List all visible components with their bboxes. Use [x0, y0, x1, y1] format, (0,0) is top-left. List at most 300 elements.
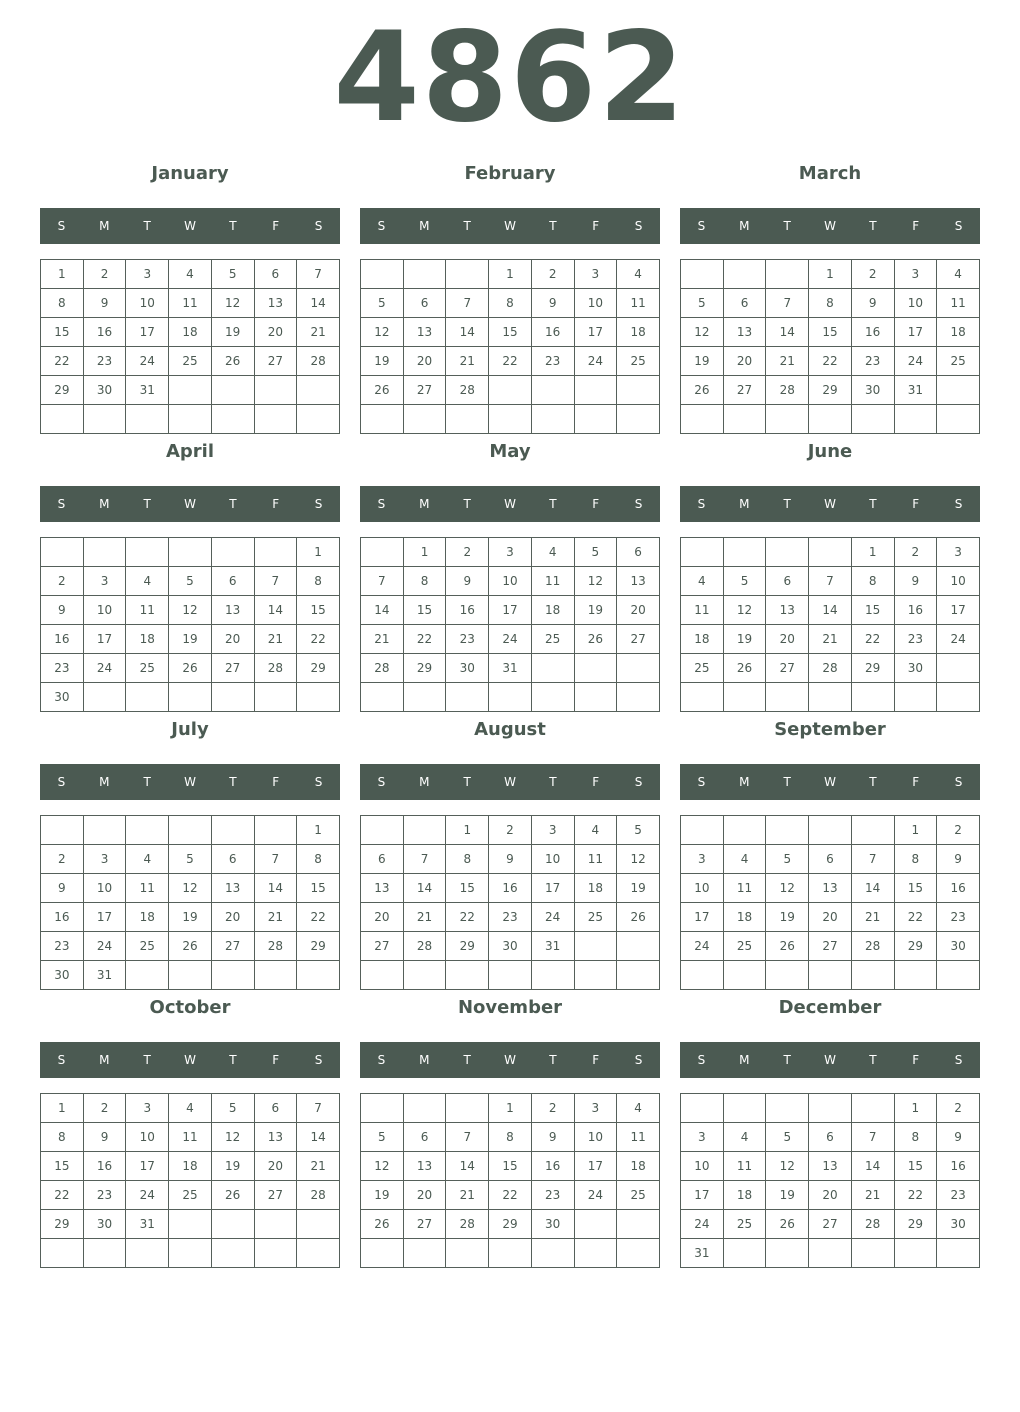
week-row [41, 845, 340, 874]
weekday-label: S [954, 219, 963, 233]
day-cell: 10 [681, 874, 724, 903]
day-cell: 14 [809, 596, 852, 625]
day-cell: 26 [681, 376, 724, 405]
day-cell: 15 [894, 1152, 937, 1181]
day-cell: 1 [894, 1094, 937, 1123]
day-cell [723, 538, 766, 567]
day-cell [254, 376, 297, 405]
month-name: May [489, 441, 531, 462]
day-cell: 3 [574, 260, 617, 289]
day-cell: 2 [531, 1094, 574, 1123]
day-cell: 21 [254, 903, 297, 932]
week-row [41, 874, 340, 903]
day-cell: 3 [126, 260, 169, 289]
day-cell: 30 [894, 654, 937, 683]
days-table [680, 259, 980, 434]
day-cell: 12 [211, 289, 254, 318]
day-cell [766, 538, 809, 567]
weekday-label: S [697, 497, 706, 511]
day-cell: 25 [126, 932, 169, 961]
day-cell [851, 816, 894, 845]
day-cell: 27 [254, 1181, 297, 1210]
weekday-label: F [592, 497, 600, 511]
weekday-label: T [549, 775, 557, 789]
day-cell: 8 [403, 567, 446, 596]
day-cell: 29 [894, 932, 937, 961]
weekday-label: S [377, 1053, 386, 1067]
weekday-label: W [184, 775, 196, 789]
day-cell [169, 1239, 212, 1268]
day-cell: 2 [41, 845, 84, 874]
day-cell: 23 [83, 347, 126, 376]
day-cell: 16 [851, 318, 894, 347]
day-cell: 10 [126, 1123, 169, 1152]
day-cell: 30 [937, 1210, 980, 1239]
day-cell [403, 816, 446, 845]
day-cell: 26 [574, 625, 617, 654]
week-row [41, 961, 340, 990]
day-cell: 8 [41, 1123, 84, 1152]
day-cell: 15 [41, 1152, 84, 1181]
weekday-label: W [504, 219, 516, 233]
day-cell [531, 376, 574, 405]
day-cell: 29 [41, 376, 84, 405]
day-cell [126, 538, 169, 567]
day-cell: 15 [489, 1152, 532, 1181]
day-cell: 16 [489, 874, 532, 903]
weekday-header [360, 1042, 660, 1078]
weekday-label: M [419, 1053, 430, 1067]
day-cell: 6 [809, 845, 852, 874]
day-cell: 12 [574, 567, 617, 596]
day-cell: 14 [297, 1123, 340, 1152]
day-cell: 11 [723, 874, 766, 903]
day-cell [617, 405, 660, 434]
weekday-label: M [99, 1053, 110, 1067]
week-row [681, 1239, 980, 1268]
day-cell [809, 1094, 852, 1123]
day-cell [766, 260, 809, 289]
weekday-label: F [272, 775, 280, 789]
day-cell: 12 [169, 596, 212, 625]
day-cell: 27 [211, 932, 254, 961]
day-cell: 12 [681, 318, 724, 347]
day-cell: 25 [126, 654, 169, 683]
day-cell: 6 [723, 289, 766, 318]
day-cell [894, 1239, 937, 1268]
day-cell [681, 816, 724, 845]
day-cell [361, 260, 404, 289]
weekday-label: W [184, 219, 196, 233]
week-row [681, 845, 980, 874]
day-cell: 15 [446, 874, 489, 903]
day-cell: 31 [83, 961, 126, 990]
day-cell: 24 [894, 347, 937, 376]
day-cell: 6 [403, 289, 446, 318]
day-cell: 17 [83, 625, 126, 654]
weekday-label: T [229, 775, 237, 789]
day-cell: 8 [851, 567, 894, 596]
day-cell: 14 [766, 318, 809, 347]
weekday-label: M [419, 775, 430, 789]
day-cell [937, 376, 980, 405]
day-cell [403, 961, 446, 990]
year-title: 4862 [333, 6, 687, 150]
week-row [681, 376, 980, 405]
day-cell [297, 376, 340, 405]
day-cell: 5 [574, 538, 617, 567]
day-cell: 6 [211, 567, 254, 596]
day-cell [894, 683, 937, 712]
day-cell: 28 [297, 1181, 340, 1210]
weekday-label: M [739, 219, 750, 233]
day-cell: 10 [489, 567, 532, 596]
week-row [41, 1239, 340, 1268]
day-cell [403, 1239, 446, 1268]
day-cell [723, 1239, 766, 1268]
day-cell: 26 [617, 903, 660, 932]
day-cell: 7 [851, 845, 894, 874]
day-cell [169, 376, 212, 405]
day-cell: 5 [169, 845, 212, 874]
day-cell [169, 538, 212, 567]
day-cell: 14 [361, 596, 404, 625]
day-cell: 11 [723, 1152, 766, 1181]
day-cell: 25 [617, 1181, 660, 1210]
day-cell [211, 683, 254, 712]
week-row [41, 567, 340, 596]
day-cell: 27 [766, 654, 809, 683]
day-cell [41, 1239, 84, 1268]
day-cell: 7 [446, 289, 489, 318]
day-cell: 16 [937, 874, 980, 903]
day-cell: 4 [723, 1123, 766, 1152]
day-cell: 18 [723, 903, 766, 932]
day-cell [617, 932, 660, 961]
day-cell [766, 1094, 809, 1123]
day-cell: 16 [531, 1152, 574, 1181]
day-cell: 28 [446, 1210, 489, 1239]
day-cell [723, 683, 766, 712]
weekday-label: T [463, 775, 471, 789]
days-table [360, 537, 660, 712]
day-cell: 24 [574, 1181, 617, 1210]
day-cell: 28 [766, 376, 809, 405]
day-cell: 3 [489, 538, 532, 567]
day-cell: 30 [83, 376, 126, 405]
day-cell [766, 816, 809, 845]
day-cell: 24 [937, 625, 980, 654]
day-cell [169, 816, 212, 845]
day-cell [617, 1210, 660, 1239]
weekday-label: F [592, 219, 600, 233]
day-cell: 29 [446, 932, 489, 961]
day-cell: 24 [126, 1181, 169, 1210]
day-cell [574, 376, 617, 405]
day-cell [531, 683, 574, 712]
week-row [681, 1152, 980, 1181]
weekday-header [680, 1042, 980, 1078]
day-cell [211, 405, 254, 434]
day-cell: 30 [83, 1210, 126, 1239]
day-cell: 22 [809, 347, 852, 376]
day-cell: 25 [723, 932, 766, 961]
day-cell: 6 [361, 845, 404, 874]
day-cell: 18 [531, 596, 574, 625]
day-cell: 13 [723, 318, 766, 347]
day-cell: 21 [766, 347, 809, 376]
day-cell: 8 [489, 1123, 532, 1152]
day-cell: 2 [446, 538, 489, 567]
day-cell [297, 961, 340, 990]
day-cell [211, 816, 254, 845]
day-cell [937, 654, 980, 683]
day-cell: 15 [489, 318, 532, 347]
day-cell: 11 [126, 874, 169, 903]
day-cell: 26 [169, 932, 212, 961]
day-cell: 1 [41, 1094, 84, 1123]
day-cell: 8 [297, 845, 340, 874]
day-cell [361, 816, 404, 845]
day-cell [809, 405, 852, 434]
day-cell [446, 683, 489, 712]
day-cell: 13 [617, 567, 660, 596]
weekday-header [360, 486, 660, 522]
week-row [681, 538, 980, 567]
day-cell: 26 [361, 1210, 404, 1239]
day-cell [403, 683, 446, 712]
day-cell: 21 [851, 1181, 894, 1210]
day-cell: 18 [169, 1152, 212, 1181]
day-cell [126, 816, 169, 845]
day-cell [446, 1094, 489, 1123]
week-row [361, 1239, 660, 1268]
days-table [680, 1093, 980, 1268]
day-cell: 20 [766, 625, 809, 654]
week-row [681, 567, 980, 596]
day-cell [83, 405, 126, 434]
day-cell: 12 [617, 845, 660, 874]
day-cell: 1 [489, 260, 532, 289]
week-row [361, 538, 660, 567]
day-cell: 11 [531, 567, 574, 596]
day-cell: 5 [766, 845, 809, 874]
day-cell: 28 [446, 376, 489, 405]
day-cell: 26 [361, 376, 404, 405]
week-row [681, 816, 980, 845]
week-row [361, 903, 660, 932]
day-cell: 30 [851, 376, 894, 405]
weekday-label: T [549, 1053, 557, 1067]
day-cell: 14 [851, 874, 894, 903]
day-cell: 1 [446, 816, 489, 845]
week-row [41, 376, 340, 405]
weekday-label: S [634, 1053, 643, 1067]
weekday-label: T [229, 219, 237, 233]
day-cell: 2 [489, 816, 532, 845]
day-cell [723, 405, 766, 434]
weekday-label: T [143, 1053, 151, 1067]
weekday-label: S [377, 219, 386, 233]
week-row [361, 1123, 660, 1152]
month-name: November [457, 997, 563, 1018]
day-cell: 4 [937, 260, 980, 289]
day-cell: 16 [531, 318, 574, 347]
day-cell: 20 [809, 1181, 852, 1210]
day-cell: 27 [254, 347, 297, 376]
day-cell: 13 [361, 874, 404, 903]
weekday-label: T [869, 219, 877, 233]
day-cell: 25 [617, 347, 660, 376]
day-cell [254, 683, 297, 712]
month-name: September [774, 719, 886, 740]
day-cell: 18 [126, 903, 169, 932]
day-cell: 5 [617, 816, 660, 845]
weekday-label: S [697, 1053, 706, 1067]
day-cell: 7 [297, 1094, 340, 1123]
week-row [681, 289, 980, 318]
day-cell [297, 405, 340, 434]
day-cell: 7 [254, 567, 297, 596]
day-cell: 10 [894, 289, 937, 318]
day-cell: 11 [126, 596, 169, 625]
weekday-label: S [314, 775, 323, 789]
day-cell: 20 [723, 347, 766, 376]
day-cell: 2 [83, 260, 126, 289]
weekday-header [680, 764, 980, 800]
day-cell: 29 [297, 654, 340, 683]
week-row [361, 625, 660, 654]
day-cell: 7 [851, 1123, 894, 1152]
day-cell: 28 [254, 654, 297, 683]
day-cell: 9 [83, 289, 126, 318]
day-cell: 30 [41, 961, 84, 990]
weekday-label: T [549, 219, 557, 233]
day-cell: 20 [254, 1152, 297, 1181]
week-row [681, 1210, 980, 1239]
day-cell [574, 1239, 617, 1268]
week-row [41, 1210, 340, 1239]
day-cell: 1 [809, 260, 852, 289]
day-cell: 30 [489, 932, 532, 961]
day-cell: 14 [297, 289, 340, 318]
day-cell: 10 [574, 289, 617, 318]
week-row [41, 538, 340, 567]
weekday-label: T [143, 219, 151, 233]
day-cell [254, 961, 297, 990]
day-cell: 24 [574, 347, 617, 376]
day-cell: 10 [531, 845, 574, 874]
day-cell: 18 [937, 318, 980, 347]
day-cell: 14 [851, 1152, 894, 1181]
day-cell: 2 [894, 538, 937, 567]
day-cell: 20 [809, 903, 852, 932]
day-cell [766, 961, 809, 990]
day-cell [446, 1239, 489, 1268]
day-cell: 9 [937, 845, 980, 874]
weekday-label: S [314, 497, 323, 511]
day-cell: 2 [937, 816, 980, 845]
weekday-label: S [954, 1053, 963, 1067]
weekday-label: S [57, 775, 66, 789]
day-cell: 27 [809, 932, 852, 961]
weekday-label: W [824, 219, 836, 233]
week-row [681, 1123, 980, 1152]
day-cell: 22 [894, 1181, 937, 1210]
day-cell: 10 [83, 596, 126, 625]
day-cell: 15 [894, 874, 937, 903]
day-cell [403, 260, 446, 289]
day-cell: 20 [361, 903, 404, 932]
day-cell [254, 816, 297, 845]
weekday-label: F [912, 1053, 920, 1067]
week-row [681, 347, 980, 376]
day-cell [681, 405, 724, 434]
day-cell: 4 [681, 567, 724, 596]
day-cell: 17 [83, 903, 126, 932]
day-cell: 14 [403, 874, 446, 903]
weekday-label: S [314, 219, 323, 233]
day-cell: 23 [937, 903, 980, 932]
day-cell: 9 [41, 596, 84, 625]
weekday-label: T [463, 497, 471, 511]
day-cell: 6 [766, 567, 809, 596]
day-cell [531, 1239, 574, 1268]
weekday-label: M [739, 497, 750, 511]
day-cell: 23 [41, 654, 84, 683]
days-table [40, 815, 340, 990]
day-cell: 24 [489, 625, 532, 654]
day-cell: 12 [211, 1123, 254, 1152]
day-cell: 5 [361, 289, 404, 318]
day-cell: 19 [211, 318, 254, 347]
week-row [41, 289, 340, 318]
day-cell: 5 [723, 567, 766, 596]
day-cell: 27 [617, 625, 660, 654]
week-row [681, 318, 980, 347]
day-cell: 11 [617, 1123, 660, 1152]
weekday-header [360, 208, 660, 244]
week-row [681, 260, 980, 289]
day-cell: 29 [489, 1210, 532, 1239]
day-cell: 27 [211, 654, 254, 683]
weekday-label: F [272, 1053, 280, 1067]
days-table [680, 537, 980, 712]
day-cell: 24 [126, 347, 169, 376]
day-cell: 4 [574, 816, 617, 845]
day-cell: 22 [851, 625, 894, 654]
weekday-header [360, 764, 660, 800]
day-cell: 1 [851, 538, 894, 567]
weekday-label: S [697, 775, 706, 789]
weekday-label: T [783, 775, 791, 789]
day-cell: 11 [169, 1123, 212, 1152]
day-cell: 9 [41, 874, 84, 903]
day-cell: 15 [403, 596, 446, 625]
day-cell: 19 [361, 1181, 404, 1210]
week-row [41, 1123, 340, 1152]
day-cell: 20 [211, 903, 254, 932]
day-cell: 17 [126, 1152, 169, 1181]
day-cell [574, 961, 617, 990]
day-cell: 26 [211, 1181, 254, 1210]
day-cell: 18 [617, 1152, 660, 1181]
weekday-label: W [824, 497, 836, 511]
day-cell: 7 [809, 567, 852, 596]
day-cell: 11 [617, 289, 660, 318]
day-cell: 19 [766, 903, 809, 932]
day-cell: 20 [617, 596, 660, 625]
